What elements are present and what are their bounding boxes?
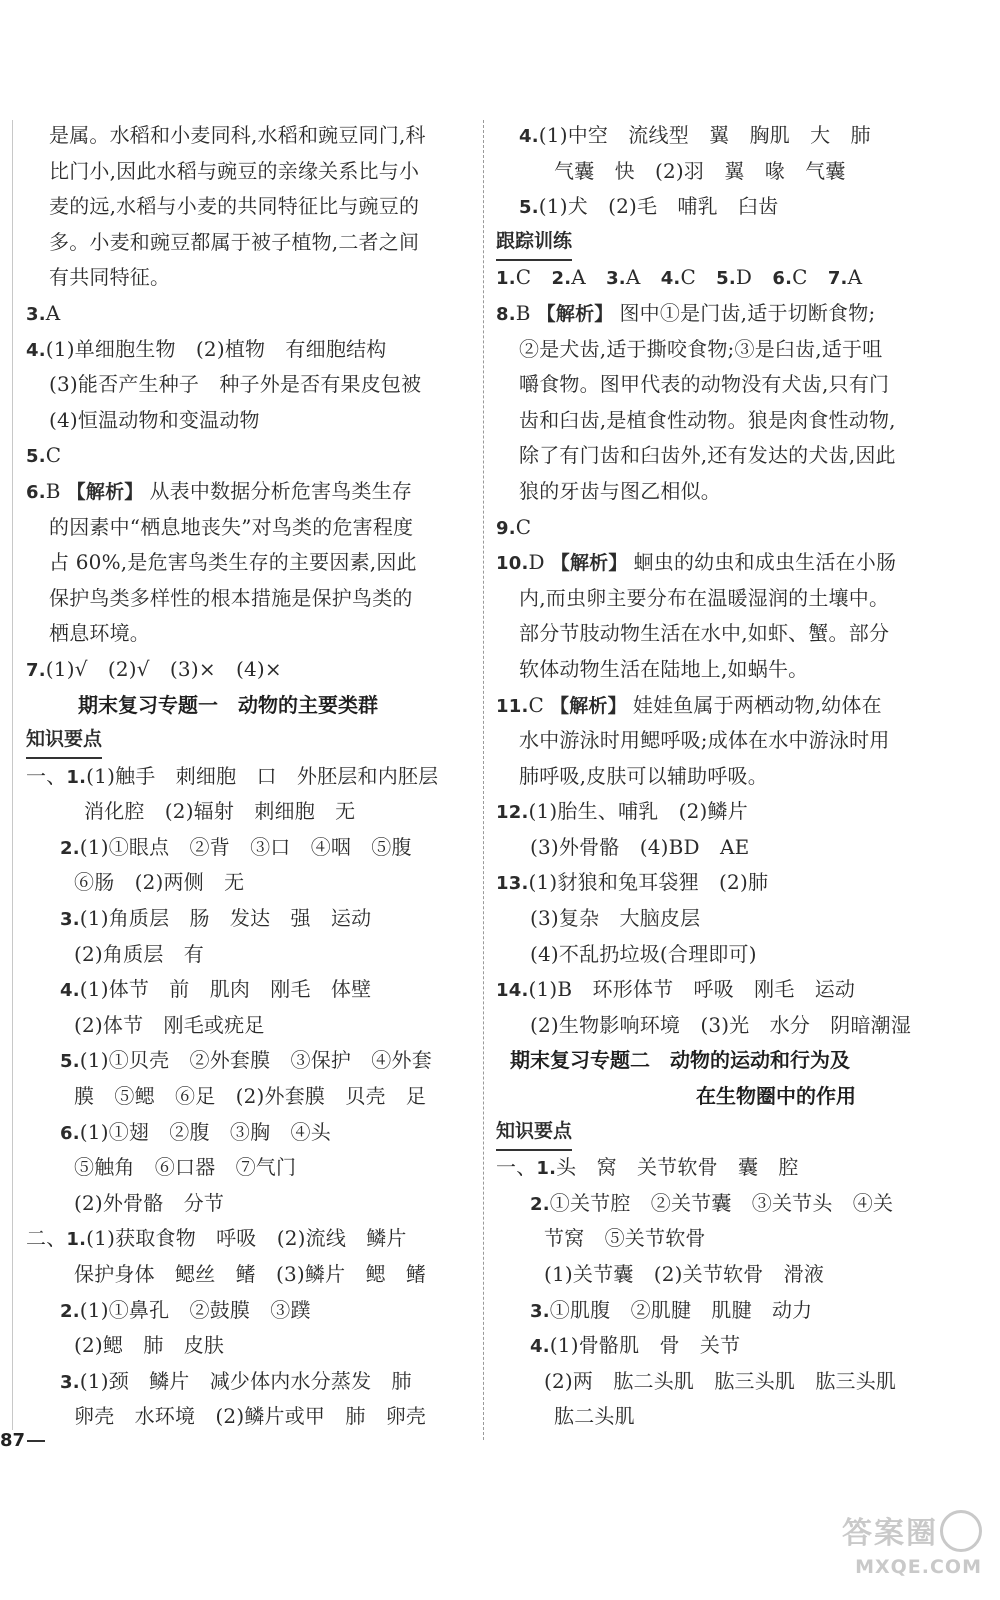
subsection-heading: 跟踪训练 xyxy=(496,226,572,261)
answer-text: C xyxy=(528,692,545,717)
question-number: 3. xyxy=(26,303,46,325)
question-number: 6. xyxy=(772,268,793,290)
answer-line xyxy=(26,794,472,830)
question-number: 4. xyxy=(26,339,46,361)
answer-line xyxy=(496,652,956,688)
question-number: 1. xyxy=(66,1229,87,1251)
answer-text: (2)生物影响环境 (3)光 水分 阴暗潮湿 xyxy=(530,1012,912,1037)
answer-line xyxy=(496,1293,956,1329)
answer-text: C xyxy=(515,514,532,539)
answer-line xyxy=(496,332,956,368)
answer-text: C xyxy=(45,443,62,468)
part-label: 一、 xyxy=(496,1155,537,1180)
answer-text: (2)外骨骼 分节 xyxy=(74,1190,225,1215)
answer-line xyxy=(496,403,956,439)
question-number: 5. xyxy=(519,197,539,219)
answer-text: (2)体节 刚毛或疣足 xyxy=(74,1012,265,1037)
answer-text: (1)①鼻孔 ②鼓膜 ③蹼 xyxy=(79,1297,311,1322)
answer-line xyxy=(26,972,472,1008)
answer-text: (4)恒温动物和变温动物 xyxy=(49,407,260,432)
answer-text: 占 60%,是危害鸟类生存的主要因素,因此 xyxy=(49,550,417,575)
answer-text: 比门小,因此水稻与豌豆的亲缘关系比与小 xyxy=(49,158,420,183)
section-heading: 期末复习专题一 动物的主要类群 xyxy=(78,692,378,717)
answer-text: ⑤触角 ⑥口器 ⑦气门 xyxy=(74,1155,297,1180)
answer-line xyxy=(496,794,956,830)
question-number: 11. xyxy=(496,695,529,717)
answer-text: B xyxy=(45,478,61,503)
answer-line xyxy=(26,901,472,937)
answer-text: A xyxy=(847,265,863,290)
left-column xyxy=(26,118,472,1435)
answer-line xyxy=(496,1257,956,1293)
answer-line xyxy=(496,1186,956,1222)
question-number: 4. xyxy=(60,980,80,1002)
question-number: 5. xyxy=(26,446,46,468)
answer-text: 多。小麦和豌豆都属于被子植物,二者之间 xyxy=(49,229,420,254)
watermark-seal-icon xyxy=(940,1510,982,1552)
answer-line xyxy=(26,545,472,581)
question-number: 14. xyxy=(496,980,529,1002)
answer-line xyxy=(26,438,472,474)
answer-line xyxy=(26,1399,472,1435)
answer-line xyxy=(496,723,956,759)
answer-text: 除了有门齿和臼齿外,还有发达的犬齿,因此 xyxy=(519,443,896,468)
part-label: 二、 xyxy=(26,1226,67,1251)
answer-text: 嚼食物。图甲代表的动物没有犬齿,只有门 xyxy=(519,372,890,397)
answer-text: (1)犬 (2)毛 哺乳 臼齿 xyxy=(538,194,779,219)
answer-text: 膜 ⑤鳃 ⑥足 (2)外套膜 贝壳 足 xyxy=(74,1084,427,1109)
answer-text: (3)外骨骼 (4)BD AE xyxy=(530,834,750,859)
subsection-heading: 知识要点 xyxy=(496,1116,572,1151)
answer-text: (3)能否产生种子 种子外是否有果皮包被 xyxy=(49,372,422,397)
answer-line xyxy=(26,652,472,688)
answer-text: 齿和臼齿,是植食性动物。狼是肉食性动物, xyxy=(519,407,896,432)
question-number: 1. xyxy=(66,766,87,788)
question-number: 2. xyxy=(530,1193,550,1215)
analysis-text: 娃娃鱼属于两栖动物,幼体在 xyxy=(632,692,882,717)
answer-text: D xyxy=(735,265,773,290)
analysis-text: 蛔虫的幼虫和成虫生活在小肠 xyxy=(633,550,897,575)
answer-text: C xyxy=(680,265,717,290)
question-number: 1. xyxy=(536,1158,557,1180)
answer-line xyxy=(496,154,956,190)
answer-line xyxy=(496,1150,956,1186)
question-number: 4. xyxy=(530,1336,550,1358)
answer-line xyxy=(496,474,956,510)
question-number: 13. xyxy=(496,873,529,895)
answer-line xyxy=(26,865,472,901)
answer-text: 保护身体 鳃丝 鳍 (3)鳞片 鳃 鳍 xyxy=(74,1262,427,1286)
watermark-text: 答案圈 xyxy=(842,1516,938,1551)
answer-line xyxy=(26,367,472,403)
answer-text: (1)胎生、哺乳 (2)鳞片 xyxy=(528,799,748,824)
answer-line xyxy=(496,581,956,617)
answer-text: (1)单细胞生物 (2)植物 有细胞结构 xyxy=(45,336,387,361)
analysis-text: 从表中数据分析危害鸟类生存 xyxy=(149,478,413,503)
answer-line xyxy=(26,260,472,296)
question-number: 9. xyxy=(496,517,516,539)
part-label: 一、 xyxy=(26,763,67,788)
answer-line xyxy=(26,1328,472,1364)
answer-line xyxy=(496,1008,956,1044)
answer-line xyxy=(496,118,956,154)
answer-line xyxy=(496,972,956,1008)
answer-line xyxy=(496,901,956,937)
answer-text: 肱二头肌 xyxy=(554,1404,635,1429)
answer-text: (1)①翅 ②腹 ③胸 ④头 xyxy=(79,1119,331,1144)
answer-line xyxy=(496,937,956,973)
answer-line xyxy=(496,1399,956,1435)
answer-line xyxy=(496,260,956,296)
answer-text: (1)关节囊 (2)关节软骨 滑液 xyxy=(544,1262,825,1286)
question-number: 3. xyxy=(530,1300,550,1322)
answer-text: ②是犬齿,适于撕咬食物;③是臼齿,适于咀 xyxy=(519,336,883,361)
question-number: 2. xyxy=(551,268,572,290)
subsection-heading: 知识要点 xyxy=(26,724,102,759)
answer-text: 卵壳 水环境 (2)鳞片或甲 肺 卵壳 xyxy=(74,1404,427,1429)
question-number: 12. xyxy=(496,802,529,824)
answer-line xyxy=(26,118,472,154)
question-number: 3. xyxy=(60,1371,80,1393)
answer-text: 保护鸟类多样性的根本措施是保护鸟类的 xyxy=(49,585,413,610)
answer-text: B xyxy=(515,300,531,325)
answer-text: 头 窝 关节软骨 囊 腔 xyxy=(556,1155,799,1180)
answer-text: 部分节肢动物生活在水中,如虾、蟹。部分 xyxy=(519,621,890,646)
answer-line xyxy=(26,1115,472,1151)
question-number: 6. xyxy=(26,481,46,503)
answer-line xyxy=(26,1186,472,1222)
answer-line xyxy=(26,581,472,617)
watermark-logo xyxy=(802,1508,982,1578)
question-number: 4. xyxy=(660,268,681,290)
question-number: 5. xyxy=(60,1051,80,1073)
answer-text: (1)√ (2)√ (3)× (4)× xyxy=(45,656,282,681)
answer-line xyxy=(26,1150,472,1186)
answer-line xyxy=(26,1008,472,1044)
answer-text: 消化腔 (2)辐射 刺细胞 无 xyxy=(84,799,356,824)
answer-line xyxy=(26,937,472,973)
analysis-tag: 【解析】 xyxy=(550,552,628,575)
answer-text: (1)B 环形体节 呼吸 刚毛 运动 xyxy=(528,977,856,1002)
answer-line xyxy=(496,865,956,901)
answer-line xyxy=(496,189,956,225)
answer-text: C xyxy=(515,265,552,290)
answer-text: A xyxy=(45,300,61,325)
answer-text: (1)豺狼和兔耳袋狸 (2)肺 xyxy=(528,870,769,895)
answer-text: 节窝 ⑤关节软骨 xyxy=(544,1226,706,1251)
question-number: 6. xyxy=(60,1122,80,1144)
question-number: 8. xyxy=(496,303,516,325)
answer-line xyxy=(496,830,956,866)
answer-text: (1)①眼点 ②背 ③口 ④咽 ⑤腹 xyxy=(79,834,412,859)
answer-text: 是属。水稻和小麦同科,水稻和豌豆同门,科 xyxy=(49,123,426,147)
answer-text: (3)复杂 大脑皮层 xyxy=(530,906,701,931)
answer-text: A xyxy=(571,265,607,290)
answer-text: 狼的牙齿与图乙相似。 xyxy=(519,478,721,503)
answer-text: ⑥肠 (2)两侧 无 xyxy=(74,870,245,895)
answer-line xyxy=(26,332,472,368)
question-number: 2. xyxy=(60,1300,80,1322)
answer-text: (1)骨骼肌 骨 关节 xyxy=(549,1333,741,1358)
answer-text: (1)颈 鳞片 减少体内水分蒸发 肺 xyxy=(79,1368,412,1393)
watermark-url: MXQE.COM xyxy=(855,1556,982,1578)
answer-line xyxy=(496,616,956,652)
answer-text: ①肌腹 ②肌腱 肌腱 动力 xyxy=(549,1297,813,1322)
answer-line xyxy=(26,510,472,546)
answer-line xyxy=(26,616,472,652)
answer-text: ①关节腔 ②关节囊 ③关节头 ④关 xyxy=(549,1190,894,1215)
answer-text: A xyxy=(625,265,661,290)
answer-line xyxy=(496,545,956,581)
question-number: 7. xyxy=(26,659,46,681)
answer-line xyxy=(496,1364,956,1400)
question-number: 5. xyxy=(716,268,736,290)
answer-line xyxy=(26,830,472,866)
subsection-row xyxy=(496,225,956,261)
answer-text: 栖息环境。 xyxy=(49,621,150,646)
answer-text: (2)鳃 肺 皮肤 xyxy=(74,1333,225,1358)
analysis-tag: 【解析】 xyxy=(550,694,627,717)
answer-line xyxy=(496,688,956,724)
answer-line xyxy=(26,1293,472,1329)
answer-text: 的因素中“栖息地丧失”对鸟类的危害程度 xyxy=(49,514,414,539)
question-number: 3. xyxy=(60,909,80,931)
analysis-tag: 【解析】 xyxy=(536,302,614,325)
section-heading: 期末复习专题二 动物的运动和行为及 xyxy=(510,1048,850,1073)
answer-line xyxy=(26,1079,472,1115)
right-column xyxy=(496,118,956,1435)
answer-line xyxy=(26,1043,472,1079)
answer-line xyxy=(26,403,472,439)
answer-text: D xyxy=(528,550,545,575)
answer-line xyxy=(26,1221,472,1257)
answer-line xyxy=(26,225,472,261)
section-heading: 在生物圈中的作用 xyxy=(696,1084,856,1109)
question-number: 10. xyxy=(496,553,529,575)
answer-text: 麦的远,水稻与小麦的共同特征比与豌豆的 xyxy=(49,194,420,219)
answer-text: (1)①贝壳 ②外套膜 ③保护 ④外套 xyxy=(79,1048,432,1073)
answer-text: 水中游泳时用鳃呼吸;成体在水中游泳时用 xyxy=(519,728,890,753)
answer-line xyxy=(496,1221,956,1257)
answer-text: (2)两 肱二头肌 肱三头肌 肱三头肌 xyxy=(544,1368,897,1393)
answer-line xyxy=(26,1364,472,1400)
answer-text: 软体动物生活在陆地上,如蜗牛。 xyxy=(519,656,809,681)
question-number: 2. xyxy=(60,837,80,859)
answer-line xyxy=(496,759,956,795)
answer-text: 气囊 快 (2)羽 翼 喙 气囊 xyxy=(554,158,846,183)
answer-text: (2)角质层 有 xyxy=(74,941,204,966)
left-margin-rule xyxy=(12,120,13,1430)
page-number: 87 xyxy=(0,1430,45,1451)
answer-text: 肺呼吸,皮肤可以辅助呼吸。 xyxy=(519,763,768,788)
answer-line xyxy=(26,154,472,190)
question-number: 3. xyxy=(606,268,626,290)
answer-text: C xyxy=(792,265,828,290)
answer-text: (4)不乱扔垃圾(合理即可) xyxy=(530,941,757,966)
answer-text: 内,而虫卵主要分布在温暖湿润的土壤中。 xyxy=(519,585,890,610)
subsection-row xyxy=(496,1115,956,1151)
answer-text: (1)中空 流线型 翼 胸肌 大 肺 xyxy=(538,123,871,147)
answer-line xyxy=(26,1257,472,1293)
answer-line xyxy=(26,474,472,510)
subsection-row xyxy=(26,723,472,759)
answer-line xyxy=(26,759,472,795)
question-number: 4. xyxy=(519,126,539,147)
answer-text: (1)体节 前 肌肉 刚毛 体壁 xyxy=(79,977,372,1002)
question-number: 7. xyxy=(827,268,848,290)
question-number: 1. xyxy=(496,268,516,290)
column-divider xyxy=(483,120,485,1440)
answer-line xyxy=(496,296,956,332)
analysis-tag: 【解析】 xyxy=(66,480,144,503)
answer-line xyxy=(496,510,956,546)
analysis-text: 图中①是门齿,适于切断食物; xyxy=(619,300,876,325)
answer-line xyxy=(26,296,472,332)
answer-text: (1)触手 刺细胞 口 外胚层和内胚层 xyxy=(86,763,439,788)
answer-line xyxy=(496,367,956,403)
answer-line xyxy=(496,1328,956,1364)
answer-text: (1)获取食物 呼吸 (2)流线 鳞片 xyxy=(86,1226,407,1251)
answer-text: 有共同特征。 xyxy=(49,265,171,290)
answer-text: (1)角质层 肠 发达 强 运动 xyxy=(79,906,372,931)
answer-line xyxy=(496,438,956,474)
answer-line xyxy=(26,189,472,225)
